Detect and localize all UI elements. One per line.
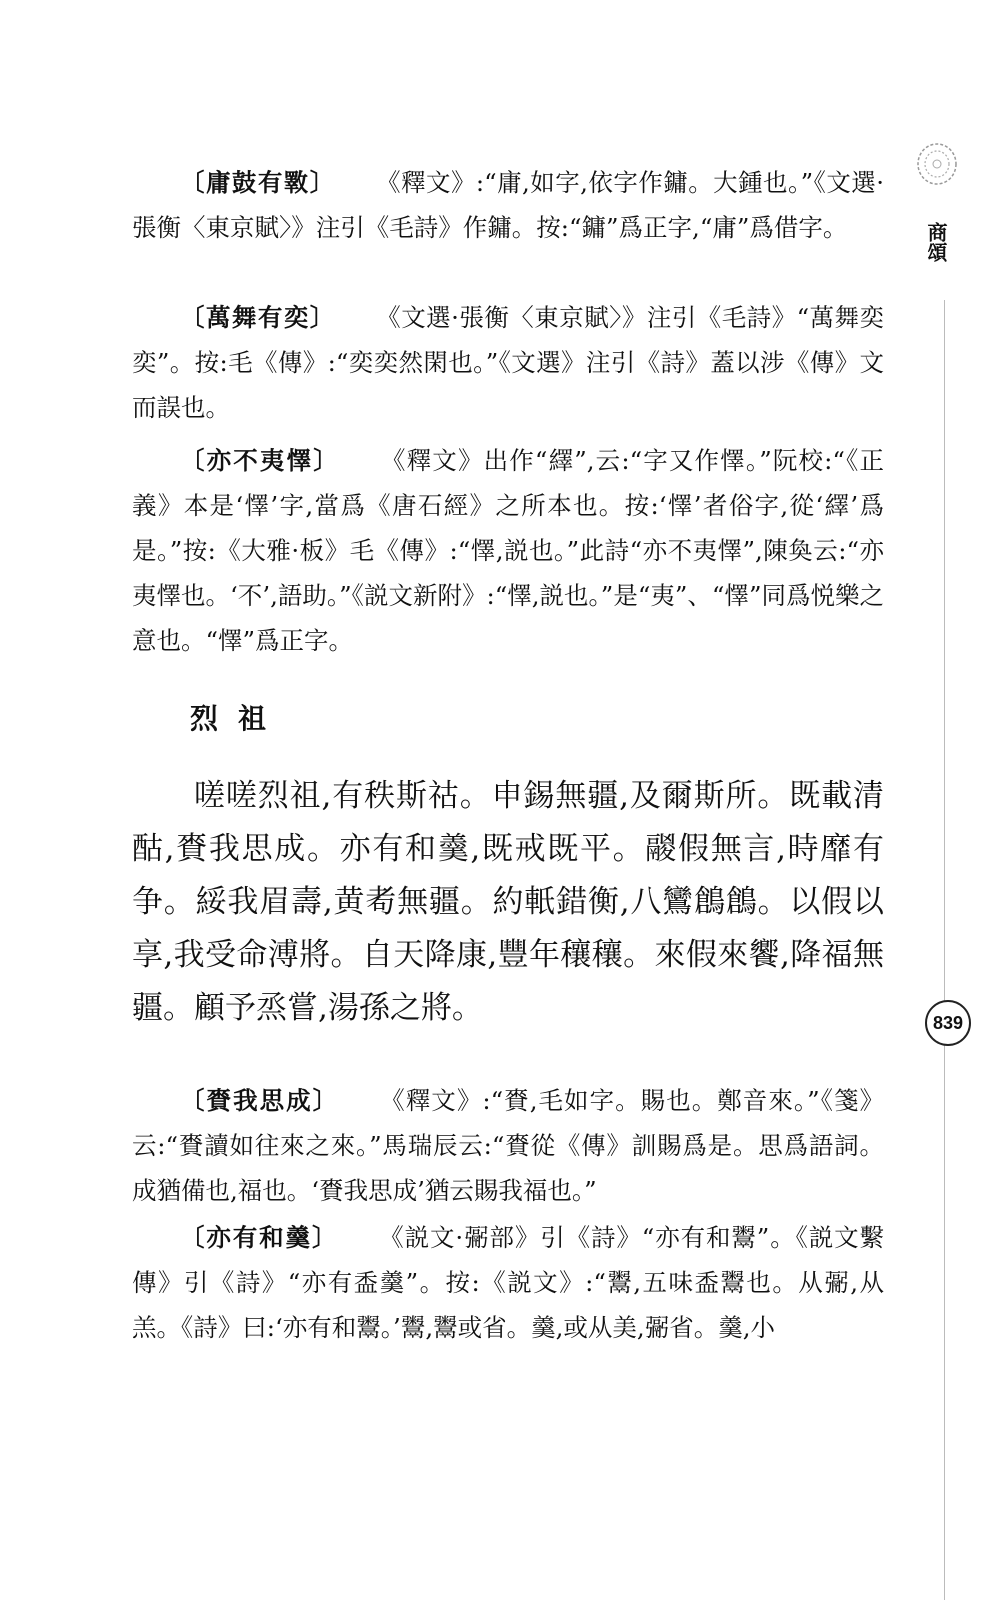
note-heading: 〔賚我思成〕 (180, 1086, 340, 1115)
note-heading: 〔亦有和羹〕 (180, 1223, 339, 1252)
poem-title: 烈祖 (190, 702, 287, 735)
note-yi-you-he-geng (132, 1215, 884, 1350)
note-text: 《釋文》出作“繹”,云:“字又作懌。”阮校:“《正義》本是‘懌’字,當爲《唐石經》之所本也。按:‘懌’者俗字,從‘繹’爲是。”按:《大雅·板》毛《傳》:“懌,説也。”此詩“亦不夷懌”,陳奐云:“亦夷懌也。‘不’,語助。”《説文新附》:“懌,説也。”是“夷”、“懌”同爲悦樂之意也。“懌”爲正字。 (132, 446, 884, 655)
page-number: 839 (925, 1000, 971, 1046)
note-yong-gu (132, 160, 884, 250)
note-heading: 〔萬舞有奕〕 (180, 303, 336, 332)
note-text: 《釋文》:“庸,如字,依字作鏞。大鍾也。”《文選·張衡〈東京賦〉》注引《毛詩》作鏞。按:“鏞”爲正字,“庸”爲借字。 (132, 168, 885, 242)
note-text: 《釋文》:“賚,毛如字。賜也。鄭音來。”《箋》云:“賚讀如往來之來。”馬瑞辰云:“賚從《傳》訓賜爲是。思爲語詞。成猶備也,福也。‘賚我思成’猶云賜我福也。” (132, 1086, 885, 1205)
note-text: 《文選·張衡〈東京賦〉》注引《毛詩》“萬舞奕奕”。按:毛《傳》:“奕奕然閑也。”《文選》注引《詩》蓋以涉《傳》文而誤也。 (132, 303, 885, 422)
note-yi-bu-yi-yi (132, 438, 884, 663)
note-heading: 〔亦不夷懌〕 (180, 446, 340, 475)
note-wan-wu (132, 295, 884, 430)
note-lai-wo-si-cheng (132, 1078, 884, 1213)
seal-ornament-icon (914, 140, 960, 188)
note-text: 《説文·䰜部》引《詩》“亦有和鬻”。《説文繫傳》引《詩》“亦有盉羹”。按:《説文》:“鬻,五味盉鬻也。从䰜,从羔。《詩》曰:‘亦有和鬻。’鬻,鬻或省。羹,或从美,䰜省。羹,小 (132, 1223, 884, 1342)
margin-rule (944, 300, 945, 1600)
note-heading: 〔庸鼓有斁〕 (180, 168, 336, 197)
section-title: 商頌 (924, 222, 948, 262)
poem-text: 嗟嗟烈祖,有秩斯祜。申錫無疆,及爾斯所。既載清酤,賚我思成。亦有和羹,既戒既平。鬷假無言,時靡有争。綏我眉壽,黄耇無疆。約軝錯衡,八鸞鶬鶬。以假以享,我受命溥將。自天降康,豐年穰穰。來假來饗,降福無疆。顧予烝嘗,湯孫之將。 (132, 778, 884, 1026)
